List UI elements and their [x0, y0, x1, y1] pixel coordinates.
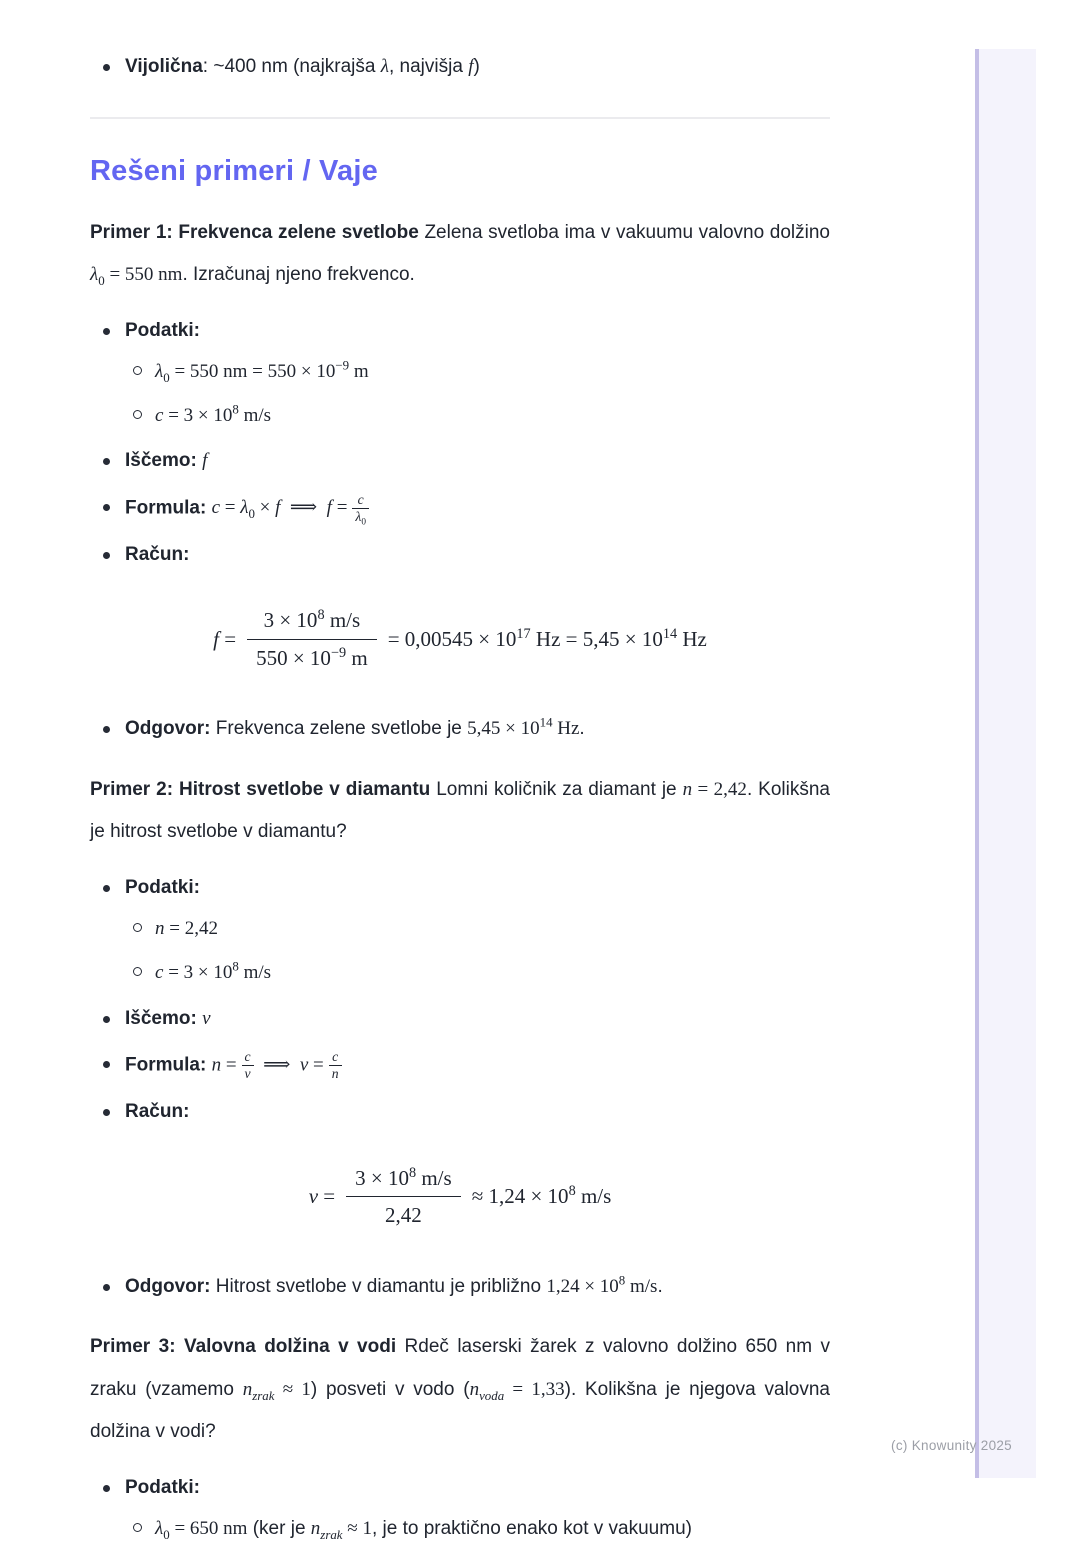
example3-intro-paragraph [90, 1326, 830, 1453]
formula-expression: ⟹ v = [253, 1054, 324, 1076]
copyright-note: (c) Knowunity 2025 [891, 1438, 1012, 1453]
fraction-denominator: v [242, 1065, 254, 1082]
display-formula-speed [90, 1160, 830, 1234]
odgovor-label: Odgovor: [125, 718, 211, 740]
inline-fraction [352, 492, 369, 528]
fraction-numerator: c [244, 1049, 251, 1065]
formula-label: Formula: [125, 1054, 207, 1076]
racun-label: Račun: [125, 543, 190, 565]
racun-block [90, 1097, 830, 1128]
page-edge-bar [975, 49, 1036, 1478]
display-formula-frequency [90, 602, 830, 676]
iscemo-label: Iščemo: [125, 450, 197, 472]
podatki-label: Podatki: [125, 1476, 200, 1498]
podatki-block [90, 873, 830, 988]
fraction-numerator: $3 \times 10^8$ m/s [355, 1164, 452, 1190]
example3-steps [90, 1473, 830, 1545]
iscemo-label: Iščemo: [125, 1007, 197, 1029]
formula-rhs: ≈ $1,24 \times 10^8$ m/s [471, 1183, 612, 1209]
podatki-block [90, 316, 830, 431]
podatki-sublist [125, 914, 830, 989]
example2-answer-list [90, 1272, 830, 1303]
example2-title: Primer 2: Hitrost svetlobe v diamantu [90, 779, 431, 801]
display-fraction [247, 602, 377, 676]
example3-intro-text: Rdeč laserski žarek z valovno dolžino 650 nm v zraku (vzamemo $n_{zrak} \approx 1$) posveti v vodo $(n_{voda} = 1,33)$. Kolikšna je njegova valovna dolžina v vodi? [90, 1336, 830, 1442]
podatki-block [90, 1473, 830, 1545]
podatki-item [125, 1514, 830, 1545]
fraction-denominator: n [329, 1065, 342, 1082]
podatki-label: Podatki: [125, 877, 200, 899]
podatki-label: Podatki: [125, 320, 200, 342]
iscemo-value: v [202, 1007, 211, 1029]
section-divider [90, 117, 830, 119]
section-heading: Rešeni primeri / Vaje [90, 154, 378, 187]
example1-title: Primer 1: Frekvenca zelene svetlobe [90, 221, 419, 243]
podatki-value: $c = 3 \times 10^8$ m/s [155, 958, 272, 983]
odgovor-block [90, 1272, 830, 1303]
term-text: : ~400 nm (najkrajša λ, najvišja f) [202, 56, 480, 77]
formula-expression: $c = \lambda_0 \times f$ ⟹ f = [211, 497, 348, 522]
formula-rhs: = $0,00545 \times 10^{17}$ $Hz = 5,45 \times 10^{14}$ Hz [387, 625, 707, 651]
term-label: Vijolična [125, 56, 203, 77]
podatki-value: n = 2,42 [155, 918, 218, 940]
fraction-denominator: $550 \times 10^{-9}$ m [247, 639, 377, 676]
fraction-numerator: $3 \times 10^8$ m/s [263, 607, 361, 633]
podatki-item [125, 914, 830, 945]
content-column [90, 0, 830, 1559]
fraction-numerator: c [332, 1049, 339, 1065]
fraction-denominator: 2,42 [346, 1196, 461, 1233]
podatki-sublist [125, 1514, 830, 1545]
inline-fraction [242, 1049, 254, 1081]
fraction-denominator: $\lambda_0$ [352, 508, 369, 525]
wavelength-list [90, 52, 830, 83]
example2-steps [90, 873, 830, 1127]
podatki-value: $\lambda_0 = 550$ nm = $550 \times 10^{-9}$ m [155, 357, 369, 385]
podatki-item [125, 958, 830, 989]
odgovor-text: Frekvenca zelene svetlobe je $5,45 \times 10^{14}$ Hz. [210, 714, 585, 740]
list-item-violet [90, 52, 830, 83]
inline-fraction [329, 1049, 342, 1081]
formula-block [90, 1049, 830, 1081]
formula-block [90, 492, 830, 528]
odgovor-block [90, 714, 830, 745]
display-fraction [346, 1160, 461, 1234]
odgovor-text: Hitrost svetlobe v diamantu je približno $1,24 \times 10^8$ m/s. [210, 1272, 663, 1297]
racun-label: Račun: [125, 1100, 190, 1122]
podatki-item [125, 357, 830, 388]
example3-title: Primer 3: Valovna dolžina v vodi [90, 1336, 397, 1358]
formula-expression: n = [211, 1054, 237, 1076]
odgovor-label: Odgovor: [125, 1275, 211, 1297]
example1-intro-text: Zelena svetloba ima v vakuumu valovno dolžino $\lambda_0 = 550$ nm. Izračunaj njeno frekvenco. [90, 221, 831, 288]
fraction-numerator: c [357, 492, 364, 508]
formula-lhs: v = [308, 1184, 336, 1209]
example1-intro-paragraph [90, 212, 830, 296]
example1-answer-list [90, 714, 830, 745]
iscemo-block [90, 446, 830, 477]
formula-lhs: f = [213, 626, 237, 651]
example1-steps [90, 316, 830, 570]
racun-block [90, 540, 830, 571]
podatki-item [125, 401, 830, 432]
iscemo-value: f [202, 450, 208, 472]
example2-intro-text: Lomni količnik za diamant je n = 2,42. Kolikšna je hitrost svetlobe v diamantu? [90, 779, 831, 843]
podatki-value: $\lambda_0 = 650$ nm (ker je $n_{zrak} \approx 1$, je to praktično enako kot v vakuumu) [155, 1517, 692, 1542]
example2-intro-paragraph [90, 769, 830, 853]
podatki-sublist [125, 357, 830, 432]
podatki-value: $c = 3 \times 10^8$ m/s [155, 401, 272, 426]
iscemo-block [90, 1004, 830, 1035]
formula-label: Formula: [125, 497, 207, 519]
